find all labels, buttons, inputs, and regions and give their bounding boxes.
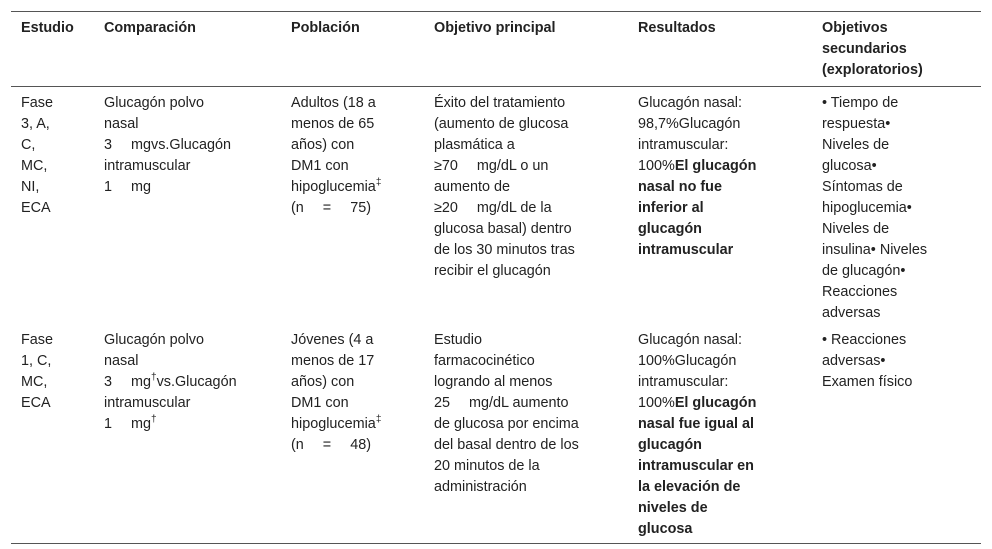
cell-comparacion: Glucagón polvo nasal 3 mgvs.Glucagón intramuscular 1 mg <box>104 95 231 195</box>
cell-objetivo: Estudio farmacocinético logrando al menos 25 mg/dL aumento de glucosa por encima del basal dentro de los 20 minutos de la administración <box>434 332 579 495</box>
cell-poblacion: Jóvenes (4 a menos de 17 años) con DM1 con hipoglucemia‡ (n = 48) <box>291 332 382 453</box>
cell-secundarios: • Reacciones adversas• Examen físico <box>822 332 913 390</box>
cell-secundarios: • Tiempo de respuesta• Niveles de glucosa• Síntomas de hipoglucemia• Niveles de insulina• Niveles de glucagón• Reacciones adversas <box>822 95 928 321</box>
table-row <box>11 324 981 544</box>
header-resultados: Resultados <box>638 20 716 36</box>
header-comparacion: Comparación <box>104 20 196 36</box>
cell-poblacion: Adultos (18 a menos de 65 años) con DM1 con hipoglucemia‡ (n = 75) <box>291 95 382 216</box>
cell-estudio: Fase 3, A, C, MC, NI, ECA <box>21 95 53 216</box>
table-row <box>11 87 981 325</box>
cell-resultados: Glucagón nasal: 100%Glucagón intramuscular: 100%El glucagón nasal fue igual al glucagón intramuscular en la elevación de niveles de glucosa <box>638 332 757 537</box>
cell-comparacion: Glucagón polvo nasal 3 mg†vs.Glucagón intramuscular 1 mg† <box>104 332 237 432</box>
comparison-table <box>11 11 981 544</box>
cell-objetivo: Éxito del tratamiento (aumento de glucosa plasmática a ≥70 mg/dL o un aumento de ≥20 mg/dL de la glucosa basal) dentro de los 30 minutos tras recibir el glucagón <box>434 95 575 279</box>
header-estudio: Estudio <box>21 20 74 36</box>
header-poblacion: Población <box>291 20 360 36</box>
table-header-row <box>11 12 981 87</box>
header-objetivo: Objetivo principal <box>434 20 556 36</box>
cell-resultados: Glucagón nasal: 98,7%Glucagón intramuscular: 100%El glucagón nasal no fue inferior al glucagón intramuscular <box>638 95 757 258</box>
cell-estudio: Fase 1, C, MC, ECA <box>21 332 53 411</box>
header-secundarios: Objetivos secundarios (exploratorios) <box>822 20 923 78</box>
